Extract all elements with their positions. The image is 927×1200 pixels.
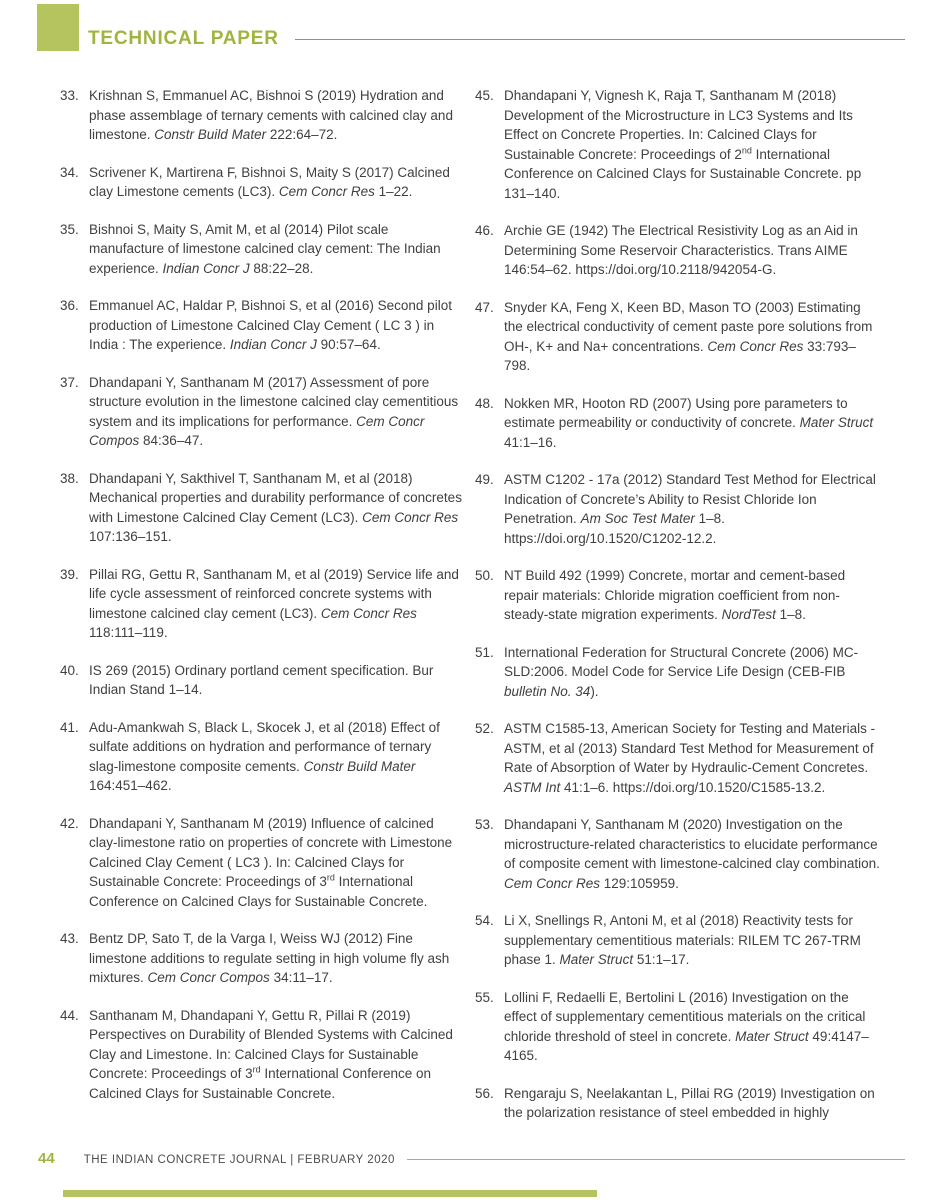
references-column-left: [60, 86, 462, 1141]
reference-item: [60, 296, 462, 355]
reference-item: [475, 1084, 880, 1123]
reference-item: [60, 86, 462, 145]
reference-text: Santhanam M, Dhandapani Y, Gettu R, Pillai R (2019) Perspectives on Durability of Blended Systems with Calcined Clay and Limestone. In: Calcined Clays for Sustainable Concrete: Proceedings of 3rd International Conference on Calcined Clays for Sustainable Concrete.: [89, 1007, 453, 1101]
reference-item: [475, 221, 880, 280]
reference-text: Bentz DP, Sato T, de la Varga I, Weiss WJ (2012) Fine limestone additions to regulate setting in high volume fly ash mixtures. Cem Concr Compos 34:11–17.: [89, 931, 450, 985]
reference-number: 44.: [60, 1007, 79, 1023]
reference-text: Snyder KA, Feng X, Keen BD, Mason TO (2003) Estimating the electrical conductivity of cement paste pore solutions from OH-, K+ and Na+ concentrations. Cem Concr Res 33:793–798.: [504, 299, 873, 373]
reference-item: [475, 86, 880, 203]
reference-text: ASTM C1585-13, American Society for Testing and Materials - ASTM, et al (2013) Standard Test Method for Measurement of Rate of Absorption of Water by Hydraulic-Cement Concretes. ASTM Int 41:1–6. https://doi.org/10.1520/C1585-13.2.: [504, 721, 876, 795]
reference-number: 55.: [475, 989, 494, 1005]
reference-text: Adu-Amankwah S, Black L, Skocek J, et al (2018) Effect of sulfate additions on hydration and performance of ternary slag-limestone composite cements. Constr Build Mater 164:451–462.: [89, 719, 440, 793]
reference-item: [475, 470, 880, 548]
reference-number: 52.: [475, 721, 494, 736]
reference-item: [475, 815, 880, 893]
reference-text: International Federation for Structural Concrete (2006) MC-SLD:2006. Model Code for Service Life Design (CEB-FIB bulletin No. 34).: [504, 644, 859, 699]
reference-number: 48.: [475, 395, 494, 411]
reference-item: [475, 643, 880, 702]
references-column-right: [475, 86, 880, 1141]
reference-text: Dhandapani Y, Sakthivel T, Santhanam M, et al (2018) Mechanical properties and durability performance of concretes with Limestone Calcined Clay Cement (LC3). Cem Concr Res 107:136–151.: [89, 470, 462, 544]
reference-item: [475, 298, 880, 376]
page-number: 44: [38, 1150, 55, 1167]
reference-number: 43.: [60, 931, 79, 946]
section-title: TECHNICAL PAPER: [88, 28, 279, 49]
reference-text: Emmanuel AC, Haldar P, Bishnoi S, et al (2016) Second pilot production of Limestone Calcined Clay Cement ( LC 3 ) in India : The experience. Indian Concr J 90:57–64.: [89, 298, 452, 352]
reference-number: 39.: [60, 566, 79, 582]
reference-text: Lollini F, Redaelli E, Bertolini L (2016) Investigation on the effect of supplementary cementitious materials on the critical chloride threshold of steel in concrete. Mater Struct 49:4147–4165.: [504, 989, 869, 1063]
reference-text: Dhandapani Y, Santhanam M (2020) Investigation on the microstructure-related characteristics to elucidate performance of composite cement with limestone-calcined clay combination. Cem Concr Res 129:105959.: [504, 817, 880, 891]
reference-number: 50.: [475, 568, 494, 583]
reference-number: 53.: [475, 817, 494, 832]
reference-item: [475, 988, 880, 1066]
reference-number: 51.: [475, 644, 494, 660]
reference-text: Scrivener K, Martirena F, Bishnoi S, Maity S (2017) Calcined clay Limestone cements (LC3). Cem Concr Res 1–22.: [89, 164, 450, 199]
reference-text: NT Build 492 (1999) Concrete, mortar and cement-based repair materials: Chloride migration coefficient from non-steady-state migration experiments. NordTest 1–8.: [504, 568, 846, 622]
reference-item: [60, 814, 462, 912]
header-rule: [295, 39, 905, 40]
reference-number: 36.: [60, 298, 79, 313]
reference-item: [60, 929, 462, 988]
reference-text: Rengaraju S, Neelakantan L, Pillai RG (2019) Investigation on the polarization resistance of steel embedded in highly: [504, 1085, 875, 1120]
reference-number: 35.: [60, 221, 79, 237]
journal-name: THE INDIAN CONCRETE JOURNAL | FEBRUARY 2020: [83, 1154, 395, 1166]
reference-item: [475, 394, 880, 453]
reference-text: Dhandapani Y, Santhanam M (2017) Assessment of pore structure evolution in the limestone calcined clay cementitious system and its implications for performance. Cem Concr Compos 84:36–47.: [89, 374, 459, 448]
reference-number: 40.: [60, 662, 79, 678]
reference-text: ASTM C1202 - 17a (2012) Standard Test Method for Electrical Indication of Concrete’s Ability to Resist Chloride Ion Penetration. Am Soc Test Mater 1–8. https://doi.org/10.1520/C1202-12.2.: [504, 472, 876, 546]
reference-item: [60, 163, 462, 202]
reference-text: Bishnoi S, Maity S, Amit M, et al (2014) Pilot scale manufacture of limestone calcined clay cement: The Indian experience. Indian Concr J 88:22–28.: [89, 221, 441, 276]
reference-item: [60, 718, 462, 796]
reference-number: 46.: [475, 223, 494, 238]
reference-number: 33.: [60, 88, 79, 103]
reference-number: 56.: [475, 1085, 494, 1101]
page-header: [88, 28, 905, 50]
reference-item: [60, 1006, 462, 1104]
reference-text: Dhandapani Y, Vignesh K, Raja T, Santhanam M (2018) Development of the Microstructure in LC3 Systems and Its Effect on Concrete Properties. In: Calcined Clays for Sustainable Concrete: Proceedings of 2nd International Conference on Calcined Clays for Sustainable Concrete. pp 131–140.: [504, 88, 862, 201]
reference-number: 42.: [60, 815, 79, 831]
reference-text: Nokken MR, Hooton RD (2007) Using pore parameters to estimate permeability or conductivity of concrete. Mater Struct 41:1–16.: [504, 395, 874, 450]
reference-number: 34.: [60, 164, 79, 180]
reference-text: Dhandapani Y, Santhanam M (2019) Influence of calcined clay-limestone ratio on properties of concrete with Limestone Calcined Clay Cement ( LC3 ). In: Calcined Clays for Sustainable Concrete: Proceedings of 3rd International Conference on Calcined Clays for Sustainable Concrete.: [89, 815, 453, 909]
reference-item: [60, 373, 462, 451]
reference-item: [475, 566, 880, 625]
reference-number: 41.: [60, 719, 79, 735]
reference-text: Krishnan S, Emmanuel AC, Bishnoi S (2019) Hydration and phase assemblage of ternary cements with calcined clay and limestone. Constr Build Mater 222:64–72.: [89, 88, 453, 142]
reference-number: 49.: [475, 472, 494, 487]
reference-item: [60, 220, 462, 279]
reference-number: 47.: [475, 299, 494, 315]
page-footer: [38, 1150, 905, 1167]
reference-text: Archie GE (1942) The Electrical Resistivity Log as an Aid in Determining Some Reservoir Characteristics. Trans AIME 146:54–62. https://doi.org/10.2118/942054-G.: [504, 223, 858, 277]
reference-item: [475, 911, 880, 970]
reference-number: 37.: [60, 374, 79, 390]
brand-square: [37, 4, 79, 51]
reference-item: [475, 719, 880, 797]
reference-item: [60, 565, 462, 643]
reference-number: 38.: [60, 470, 79, 486]
reference-item: [60, 469, 462, 547]
reference-text: Li X, Snellings R, Antoni M, et al (2018) Reactivity tests for supplementary cementitious materials: RILEM TC 267-TRM phase 1. Mater Struct 51:1–17.: [504, 913, 861, 967]
reference-number: 45.: [475, 88, 494, 103]
reference-text: Pillai RG, Gettu R, Santhanam M, et al (2019) Service life and life cycle assessment of reinforced concrete systems with limestone calcined clay cement (LC3). Cem Concr Res 118:111–119.: [89, 566, 459, 640]
references-list: [60, 86, 880, 1141]
bottom-accent-bar: [63, 1190, 597, 1197]
footer-rule: [407, 1159, 905, 1160]
reference-item: [60, 661, 462, 700]
reference-text: IS 269 (2015) Ordinary portland cement specification. Bur Indian Stand 1–14.: [89, 662, 434, 697]
reference-number: 54.: [475, 913, 494, 928]
